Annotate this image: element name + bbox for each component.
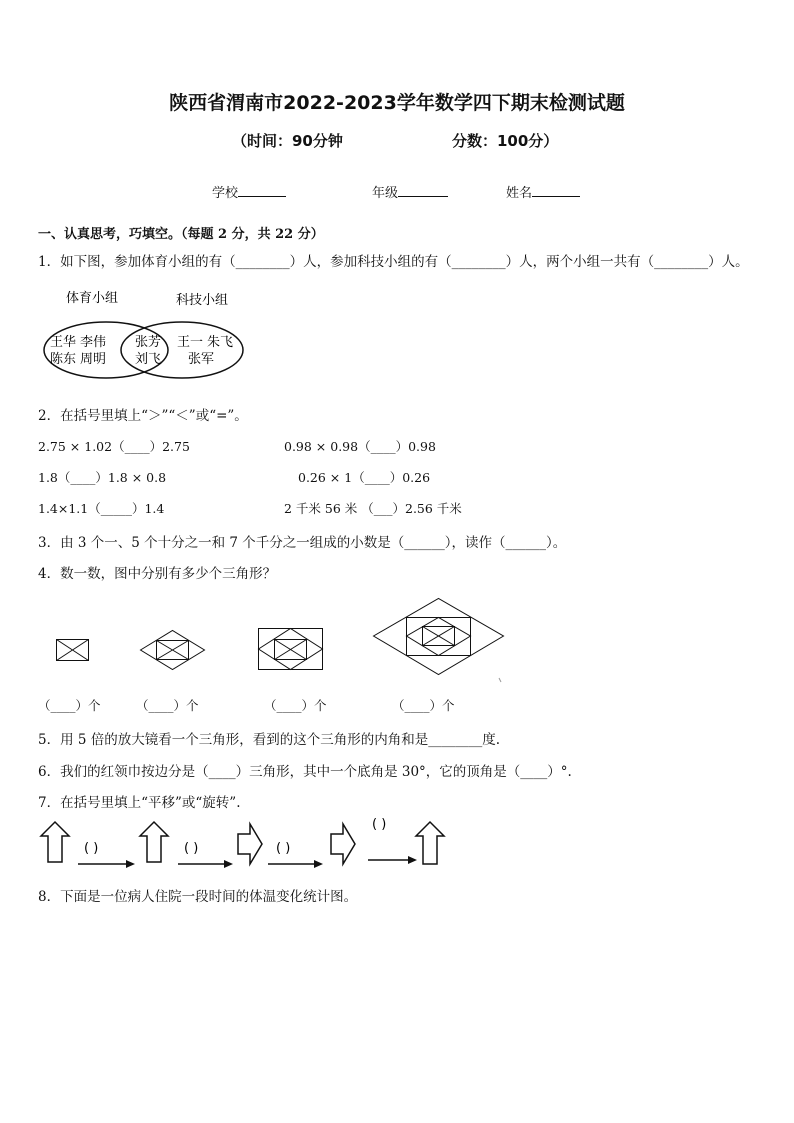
blank-paren: ( ): [84, 841, 99, 856]
right-block-arrow-icon: [331, 824, 355, 864]
compare-item: 0.98 × 0.98（____）0.98: [284, 439, 436, 454]
question-4: 4．数一数，图中分别有多少个三角形？: [38, 566, 277, 582]
compare-item: 1.4×1.1（_____）1.4: [38, 501, 165, 516]
page-title: 陕西省渭南市2022-2023学年数学四下期末检测试题: [169, 92, 625, 114]
right-arrow-icon: [126, 860, 135, 868]
transform-sequence: [38, 814, 448, 870]
question-8: 8．下面是一位病人住院一段时间的体温变化统计图。: [38, 889, 358, 905]
grade-field[interactable]: [372, 182, 448, 201]
venn-name: 王华: [50, 335, 77, 350]
figure-answer: （____）个: [264, 698, 327, 713]
blank-paren: ( ): [372, 817, 387, 832]
question-1: 1．如下图，参加体育小组的有（________）人，参加科技小组的有（________）人，两个小组一共有（________）人。: [38, 254, 749, 270]
venn-label-left: 体育小组: [66, 291, 119, 306]
figure-answer: （____）个: [136, 698, 199, 713]
right-arrow-icon: [314, 860, 323, 868]
right-arrow-icon: [224, 860, 233, 868]
compare-item: 2.75 × 1.02（____）2.75: [38, 439, 190, 454]
blank-paren: ( ): [276, 841, 291, 856]
section-heading: 一、认真思考，巧填空。（每题 2 分，共 22 分）: [38, 227, 324, 242]
school-label: 学校: [212, 186, 239, 201]
question-7: 7．在括号里填上“平移”或“旋转”.: [38, 795, 241, 811]
up-arrow-icon: [140, 822, 168, 862]
venn-label-right: 科技小组: [176, 293, 229, 308]
question-6: 6．我们的红领巾按边分是（____）三角形，其中一个底角是 30°，它的顶角是（____）°.: [38, 764, 572, 780]
blank-paren: ( ): [184, 841, 199, 856]
venn-name: 张军: [188, 352, 215, 367]
grade-label: 年级: [372, 186, 399, 201]
school-field[interactable]: [212, 182, 286, 201]
triangle-figure-2: [140, 630, 206, 672]
question-5: 5．用 5 倍的放大镜看一个三角形，看到的这个三角形的内角和是________度.: [38, 732, 501, 748]
right-block-arrow-icon: [238, 824, 262, 864]
total-score: 分数：100分）: [452, 132, 559, 150]
question-3: 3．由 3 个一、5 个十分之一和 7 个千分之一组成的小数是（______），读作（______）。: [38, 535, 567, 551]
figure-answer: （____）个: [38, 698, 101, 713]
right-arrow-icon: [408, 856, 417, 864]
question-2: 2．在括号里填上“＞”“＜”或“=”。: [38, 408, 248, 424]
figure-answer: （____）个: [392, 698, 455, 713]
compare-item: 1.8（____）1.8 × 0.8: [38, 470, 167, 485]
venn-name: 刘飞: [135, 352, 162, 367]
triangle-figure-3: [258, 628, 324, 672]
venn-name: 周明: [80, 352, 107, 367]
venn-name: 李伟: [80, 335, 107, 350]
triangle-figure-1: [56, 639, 90, 663]
compare-item: 2 千米 56 米 （___）2.56 千米: [284, 501, 462, 516]
name-label: 姓名: [506, 186, 533, 201]
venn-name: 陈东: [50, 352, 77, 367]
compare-item: 0.26 × 1（____）0.26: [298, 470, 431, 485]
time-limit: （时间：90分钟: [232, 132, 343, 150]
venn-name: 张芳: [135, 335, 162, 350]
triangle-figure-4: [373, 598, 505, 686]
up-arrow-icon: [416, 822, 444, 864]
up-arrow-icon: [41, 822, 69, 862]
venn-name: 王一: [177, 335, 204, 350]
venn-diagram: [40, 285, 250, 385]
name-field[interactable]: [506, 182, 580, 201]
venn-name: 朱飞: [207, 335, 234, 350]
